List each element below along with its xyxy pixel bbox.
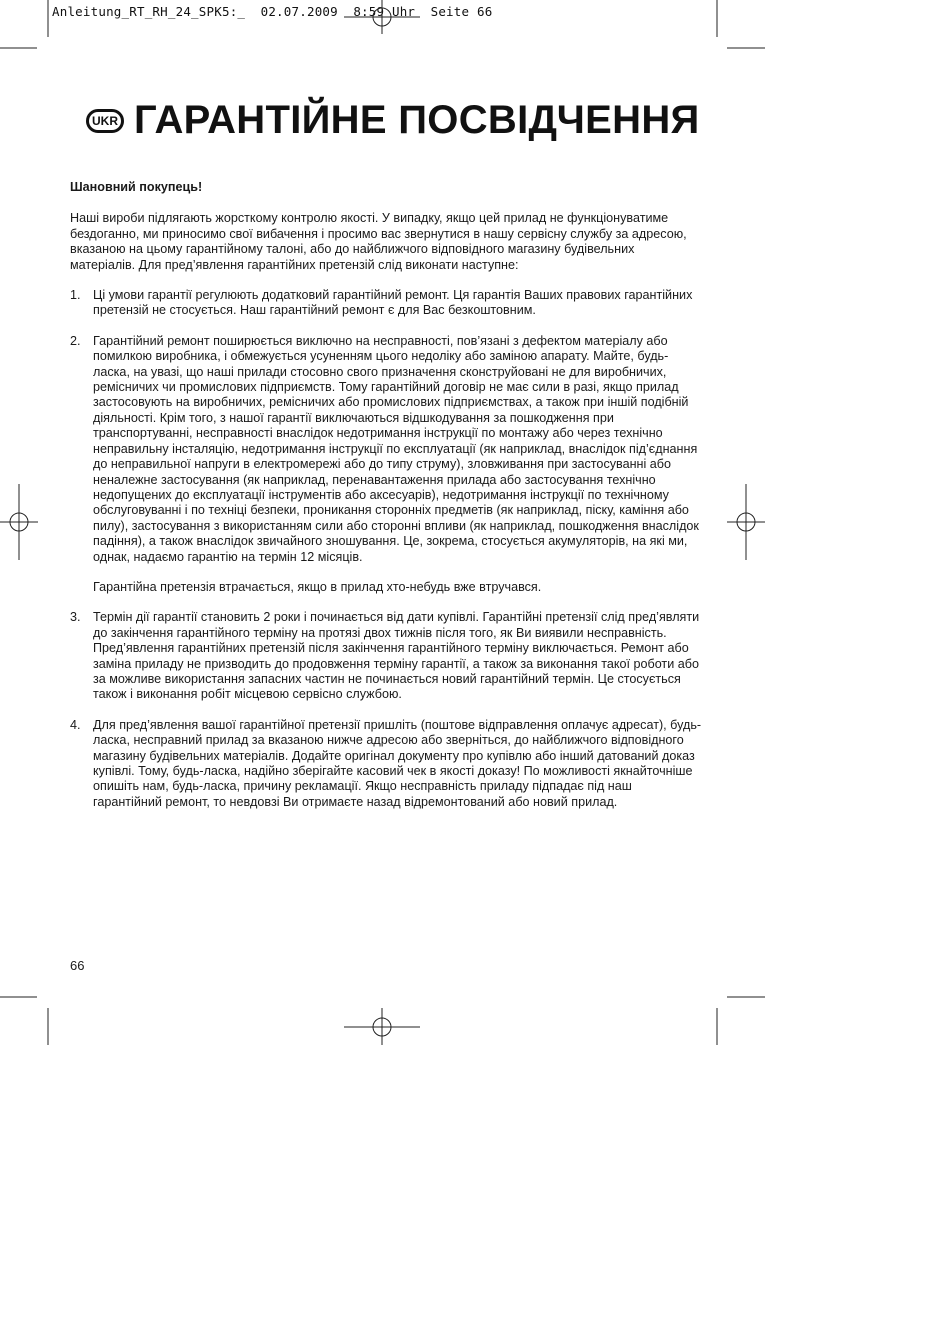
slug-file: Anleitung_RT_RH_24_SPK5:_: [52, 4, 246, 19]
page-title: ГАРАНТІЙНЕ ПОСВІДЧЕННЯ: [134, 98, 700, 142]
list-item-number: 4.: [70, 717, 81, 732]
list-item-paragraph: Ці умови гарантії регулюють додатковий гарантійний ремонт. Ця гарантія Ваших правових гарантійних претензій не стосується. Наш гарантійний ремонт є для Вас безкоштовним.: [93, 288, 693, 318]
greeting: Шановний покупець!: [70, 180, 203, 194]
registration-mark-right: [727, 484, 765, 560]
slug-time-unit: Uhr: [391, 4, 416, 19]
list-item-number: 3.: [70, 610, 81, 625]
slug-time: 8:59: [353, 4, 385, 19]
slug-date: 02.07.2009: [260, 4, 338, 19]
list-item-paragraph: Термін дії гарантії становить 2 роки і починається від дати купівлі. Гарантійні претензії слід пред’являти до закінчення гарантійного терміну на протязі двох тижнів після того, як Ви виявили несправність. Пред’явлення гарантійних претензій після закінчення гарантійного терміну виключається. Ремонт або заміна приладу не призводить до продовження терміну гарантії, а також за виконання такої роботи або за можливе використання запасних частин не починається новий гарантійний термін. Це стосується також і виконання робіт місцевою сервісно службою.: [93, 610, 700, 702]
list-item-number: 2.: [70, 333, 81, 348]
slug-page: 66: [476, 4, 493, 19]
list-item: [70, 718, 702, 810]
page-header: [86, 98, 700, 143]
list-item-paragraph: Для пред’явлення вашої гарантійної претензії пришліть (поштове відправлення оплачує адресат), будь-ласка, несправний прилад за вказаною нижче адресою або зверніться, до найближчого відповідного магазину будівельних матеріалів. Додайте оригінал документу про купівлю або інший датований доказ купівлі. Тому, будь-ласка, надійно зберігайте касовий чек в якості доказу! По можливості якнайточніше опишіть нам, будь-ласка, причину рекламації. Якщо несправність приладу підпадає під наш гарантійний ремонт, то невдовзі Ви отримаєте назад відремонтований або новий прилад.: [93, 717, 702, 809]
list-item-number: 1.: [70, 288, 81, 303]
page-number: 66: [70, 958, 85, 973]
list-item: [70, 288, 702, 319]
slug-page-word: Seite: [430, 4, 470, 19]
list-item: [70, 610, 702, 702]
registration-mark-bottom: [344, 1008, 420, 1045]
print-slug: [52, 4, 492, 19]
intro-paragraph: Наші вироби підлягають жорсткому контролю якості. У випадку, якщо цей прилад не функціонуватиме бездоганно, ми приносимо свої вибачення і просимо вас звернутися в нашу сервісну службу за адресою, вказаною на цьому гарантійному талоні, або до найближчого відповідного магазину будівельних матеріалів. Для пред’явлення гарантійних претензій слід виконати наступне:: [70, 211, 687, 272]
language-badge: UKR: [86, 109, 124, 133]
document-body: [70, 180, 702, 825]
list-item-paragraph: Гарантійна претензія втрачається, якщо в прилад хто-небудь вже втручався.: [93, 579, 542, 594]
registration-mark-left: [0, 484, 38, 560]
warranty-terms-list: [70, 288, 702, 810]
list-item-paragraph: Гарантійний ремонт поширюється виключно на несправності, пов’язані з дефектом матеріалу або помилкою виробника, і обмежується усуненням цього недоліку або заміною апарату. Майте, будь-ласка, на увазі, що наші прилади стосовно свого призначення сконструйовані не для виробничих, ремісничих чи промислових підприємств. Тому гарантійний договір не має сили в разі, якщо прилад застосовують на виробничих, ремісничих або промислових підприємствах, а також при іншій подібній діяльності. Крім того, з нашої гарантії виключаються відшкодування за пошкодження при транспортуванні, несправності внаслідок недотримання інструкції по монтажу або через технічно неправильну інсталяцію, недотримання інструкції по експлуатації (як наприклад, внаслідок під’єднання до неправильної напруги в електромережі або до типу струму), зловживання при застосуванні або неналежне застосування (як наприклад, перенавантаження прилада або застосування технічно недопущених до експлуатації інструментів або аксесуарів), недотримання інструкції по технічному обслуговуванні і по техніці безпеки, проникання сторонніх предметів (як наприклад, піску, каміння або пилу), застосування з використанням сили або сторонні впливи (як наприклад, пошкодження внаслідок падіння), а також внаслідок звичайного зношування. Це, зокрема, стосується акумуляторів, на які ми, однак, надаємо гарантію на термін 12 місяців.: [93, 333, 699, 564]
list-item: [70, 334, 702, 596]
